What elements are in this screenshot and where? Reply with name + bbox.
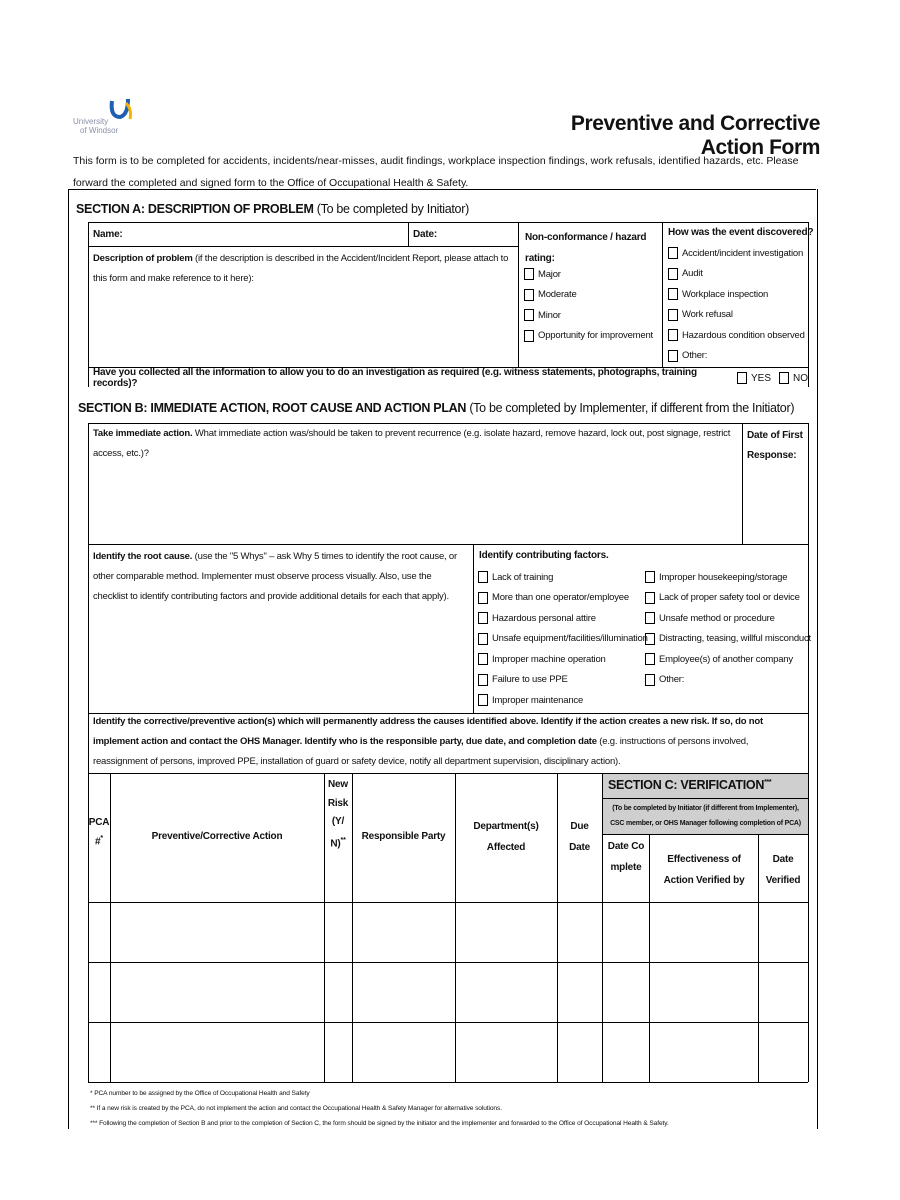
date-field[interactable]: [440, 224, 514, 244]
nc-rating-options: [524, 264, 653, 346]
factor-option[interactable]: [478, 608, 648, 629]
footnotes: [90, 1086, 810, 1131]
rule-factors-div: [473, 544, 474, 713]
description-field[interactable]: [90, 292, 515, 364]
new-risk-header-text: New Risk (Y/N): [327, 779, 349, 849]
discovery-option[interactable]: [668, 243, 805, 264]
new-risk-footnote-mark: **: [340, 836, 346, 844]
checkbox[interactable]: [645, 592, 655, 604]
checkbox[interactable]: [645, 571, 655, 583]
nc-rating-option[interactable]: [524, 305, 653, 326]
pca-header-text: PCA #: [88, 817, 110, 848]
checkbox[interactable]: [645, 653, 655, 665]
investigation-question: Have you collected all the information to allow you to do an investigation as required (e.g. witness statements, photographs, training records)?: [93, 367, 697, 389]
checkbox[interactable]: [668, 288, 678, 300]
form-title: Preventive and Corrective Action Form: [570, 112, 820, 159]
checkbox-label: Minor: [538, 309, 561, 321]
rule-nc-div: [518, 222, 519, 367]
checkbox[interactable]: [478, 674, 488, 686]
rule-a-left: [88, 222, 89, 387]
factor-option[interactable]: [478, 567, 648, 588]
checkbox[interactable]: [645, 612, 655, 624]
table-row[interactable]: [89, 963, 807, 1022]
checkbox[interactable]: [524, 309, 534, 321]
col-due-date-header: Due Date: [569, 821, 590, 853]
first-response-label: Date of First Response:: [747, 430, 803, 461]
footnote-2: ** If a new risk is created by the PCA, do not implement the action and contact the Occupational Health & Safety Manager for alternative solutions.: [90, 1105, 502, 1112]
rule-a-right: [808, 222, 809, 387]
nc-rating-title: Non-conformance / hazard rating:: [525, 232, 647, 264]
col-date-verified-header: Date Verified: [765, 854, 801, 886]
col-action-header: Preventive/Corrective Action: [151, 831, 283, 842]
description-prompt: [93, 249, 511, 289]
rule-name: [88, 246, 518, 247]
checkbox-label: Failure to use PPE: [492, 674, 568, 686]
checkbox-label: Unsafe method or procedure: [659, 612, 775, 624]
root-cause-instructions: (use the "5 Whys" – ask Why 5 times to identify the root cause, or other comparable method. Implementer must observe process visually. Also, use the checklist to identify contributing factors and provide additional details for each that apply).: [93, 551, 457, 602]
factor-option[interactable]: [645, 608, 811, 629]
checkbox[interactable]: [524, 268, 534, 280]
root-cause-label: Identify the root cause.: [93, 551, 193, 562]
rule-top: [68, 189, 816, 190]
rule-disc-div: [662, 222, 663, 367]
discovery-option[interactable]: [668, 325, 805, 346]
checkbox[interactable]: [478, 592, 488, 604]
contributing-factors-title: Identify contributing factors.: [479, 550, 609, 561]
col-responsible-header: Responsible Party: [361, 831, 446, 842]
section-c-footnote-mark: ***: [764, 778, 772, 786]
university-logo: [70, 95, 140, 140]
immediate-action-label: Take immediate action.: [93, 428, 193, 439]
factor-option[interactable]: [645, 567, 811, 588]
discovery-title: How was the event discovered?: [668, 227, 814, 238]
discovery-option[interactable]: [668, 284, 805, 305]
yes-label: YES: [750, 372, 771, 384]
checkbox-label: Audit: [682, 268, 703, 280]
factor-option[interactable]: [645, 670, 811, 691]
section-b-heading: [78, 401, 794, 415]
footnote-1: * PCA number to be assigned by the Office of Occupational Health and Safety: [90, 1090, 310, 1097]
checkbox-label: Improper housekeeping/storage: [659, 571, 788, 583]
discovery-option[interactable]: [668, 305, 805, 326]
logo-text-line1: University: [73, 117, 109, 126]
col-new-risk-header: [327, 776, 349, 853]
description-label: Description of problem: [93, 253, 193, 264]
first-response-field[interactable]: [744, 468, 806, 542]
section-a-title: SECTION A: DESCRIPTION OF PROBLEM: [76, 202, 314, 216]
checkbox-label: Lack of training: [492, 571, 554, 583]
investigation-question-row: [93, 369, 808, 387]
checkbox[interactable]: [478, 694, 488, 706]
checkbox[interactable]: [524, 330, 534, 342]
immediate-action-field[interactable]: [90, 446, 740, 542]
checkbox-label: Lack of proper safety tool or device: [659, 592, 800, 604]
checkbox-label: Improper machine operation: [492, 653, 606, 665]
col-effectiveness-header: Effectiveness of Action Verified by: [663, 854, 745, 886]
checkbox[interactable]: [478, 571, 488, 583]
factor-option[interactable]: [478, 629, 648, 650]
intro-text: This form is to be completed for accidents, incidents/near-misses, audit findings, workplace inspection findings, work refusals, identified hazards, etc. Please forward the completed and signed form to the Office of Occupational Health & Safety.: [73, 155, 799, 189]
section-b-note: (To be completed by Implementer, if different from the Initiator): [469, 401, 795, 415]
checkbox-label: Accident/incident investigation: [682, 247, 804, 259]
no-label: NO: [793, 372, 808, 384]
discovery-option[interactable]: [668, 264, 805, 285]
checkbox[interactable]: [645, 674, 655, 686]
checkbox-label: Workplace inspection: [682, 288, 769, 300]
rule-b-right: [808, 423, 809, 1082]
checkbox[interactable]: [668, 329, 678, 341]
root-cause-field[interactable]: [90, 612, 470, 711]
factors-right-list: [645, 567, 811, 690]
checkbox-label: Hazardous personal attire: [492, 612, 596, 624]
table-row[interactable]: [89, 1023, 807, 1082]
rule-b-root: [88, 544, 808, 545]
section-c-title: SECTION C: VERIFICATION: [608, 778, 765, 792]
checkbox-label: Unsafe equipment/facilities/illumination: [492, 633, 648, 645]
immediate-action-instructions: What immediate action was/should be taken to prevent recurrence (e.g. isolate hazard, remove hazard, lock out, post signage, restrict access, etc.)?: [93, 428, 731, 459]
rule-verif-note: [602, 834, 808, 835]
factor-option[interactable]: [478, 649, 648, 670]
checkbox-label: Hazardous condition observed: [682, 329, 805, 341]
factor-option[interactable]: [478, 670, 648, 691]
factor-option[interactable]: [645, 588, 811, 609]
checkbox[interactable]: [668, 309, 678, 321]
name-field[interactable]: [140, 224, 402, 244]
nc-rating-option[interactable]: [524, 285, 653, 306]
checkbox-label: Improper maintenance: [492, 694, 584, 706]
nc-rating-option[interactable]: [524, 326, 653, 347]
root-cause-prompt: [93, 547, 468, 607]
col-pca-header: [88, 815, 110, 850]
checkbox[interactable]: [645, 633, 655, 645]
checkbox-label: Other:: [659, 674, 685, 686]
checkbox-label: Opportunity for improvement: [538, 330, 653, 342]
col-date-completed-header: Date Complete: [607, 841, 645, 873]
checkbox-label: Moderate: [538, 289, 577, 301]
checkbox-label: Major: [538, 268, 561, 280]
section-b-title: SECTION B: IMMEDIATE ACTION, ROOT CAUSE AND ACTION PLAN: [78, 401, 467, 415]
checkbox-label: More than one operator/employee: [492, 592, 629, 604]
rule-a-top: [88, 222, 808, 223]
section-c-note: (To be completed by Initiator (if different from Implementer), CSC member, or OHS Manager following completion of PCA): [610, 805, 801, 827]
checkbox-label: Work refusal: [682, 309, 733, 321]
checkbox[interactable]: [668, 350, 678, 362]
checkbox[interactable]: [478, 612, 488, 624]
rule-date-div: [408, 222, 409, 246]
checkbox[interactable]: [668, 268, 678, 280]
footnote-3: *** Following the completion of Section B and prior to the completion of Section C, the form should be signed by the initiator and the implementer and forwarded to the Office of Occupational Health & Safety.: [90, 1120, 669, 1127]
checkbox[interactable]: [478, 653, 488, 665]
nc-rating-option[interactable]: [524, 264, 653, 285]
checkbox[interactable]: [524, 289, 534, 301]
checkbox[interactable]: [668, 247, 678, 259]
rule-row3: [88, 1082, 808, 1083]
checkbox-label: Other:: [682, 350, 708, 362]
pca-footnote-mark: *: [100, 835, 103, 842]
section-a-heading: [76, 202, 469, 216]
no-checkbox[interactable]: [779, 372, 789, 384]
col-department-header: Department(s) Affected: [473, 821, 539, 853]
factor-option[interactable]: [478, 588, 648, 609]
rule-firstresp-div: [742, 423, 743, 544]
section-a-note: (To be completed by Initiator): [316, 202, 469, 216]
factor-option[interactable]: [645, 629, 811, 650]
yes-checkbox[interactable]: [737, 372, 747, 384]
factor-option[interactable]: [645, 649, 811, 670]
section-c-heading: [608, 778, 771, 792]
table-row[interactable]: [89, 903, 807, 962]
name-label: Name:: [93, 229, 123, 240]
checkbox[interactable]: [478, 633, 488, 645]
corrective-action-instructions: (e.g. instructions of persons involved, reassignment of persons, improved PPE, installation of guard or safety device, notify all department supervision, disciplinary action).: [93, 736, 749, 767]
corrective-action-prompt: [93, 712, 805, 772]
discovery-option[interactable]: [668, 346, 805, 367]
factor-option[interactable]: [478, 690, 648, 711]
checkbox-label: Employee(s) of another company: [659, 653, 793, 665]
description-instructions: (if the description is described in the Accident/Incident Report, please attach to this form and make reference to it here):: [93, 253, 509, 284]
corrective-action-label: Identify the corrective/preventive action(s) which will permanently address the causes identified above. Identify if the action creates a new risk. If so, do not implement action and contact the OHS Manager. Identify who is the responsible party, due date, and completion date: [93, 716, 763, 747]
logo-text-line2: of Windsor: [80, 126, 119, 135]
checkbox-label: Distracting, teasing, willful misconduct: [659, 633, 811, 645]
date-label: Date:: [413, 229, 438, 240]
discovery-options: [668, 243, 805, 366]
factors-left-list: [478, 567, 648, 711]
